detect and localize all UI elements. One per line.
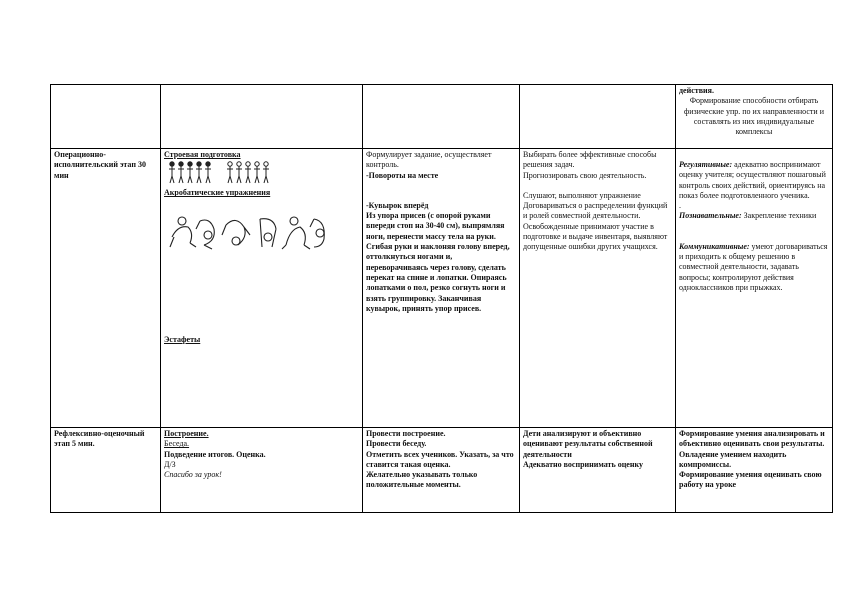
teacher-cell <box>363 85 520 149</box>
uud-line: Овладение умением находить компромиссы. <box>679 449 787 469</box>
uud-label: Регулятивные: <box>679 160 733 169</box>
teacher-line: Из упора присев (с опорой руками впереди стоп на 30-40 см), выпрямляя ноги, перенести массу тела на руки. Сгибая руки и наклоняя голову вперед, оттолкнуться ногами и, переворачиваясь через голову, сделать перекат на спине и лопатки. Опираясь лопатками о пол, резко согнуть ноги и взять группировку. Заканчивая кувырок, принять упор присев. <box>366 211 510 313</box>
content-cell <box>161 149 363 428</box>
content-cell <box>161 85 363 149</box>
uud-line: действия. <box>679 86 714 95</box>
teacher-line: Провести беседу. <box>366 439 427 449</box>
students-cell <box>520 85 676 149</box>
teacher-line: Желательно указывать только положительные моменты. <box>366 470 478 490</box>
forward-roll-sequence-figures-icon <box>164 207 334 253</box>
uud-dot: . <box>679 201 681 211</box>
table-row <box>51 85 833 149</box>
teacher-line: -Повороты на месте <box>366 170 439 180</box>
drill-heading: Строевая подготовка <box>164 150 241 159</box>
uud-regulative <box>679 160 829 201</box>
uud-cell <box>676 428 833 513</box>
students-line: Адекватно воспринимать оценку <box>523 459 643 469</box>
teacher-line: Провести построение. <box>366 429 446 438</box>
marching-formation-figures-icon <box>164 160 284 186</box>
uud-cell <box>676 85 833 149</box>
uud-cell <box>676 149 833 428</box>
students-cell <box>520 149 676 428</box>
stage-label: Рефлексивно-оценочный этап 5 мин. <box>54 429 145 449</box>
students-line: Дети анализируют и объективно оценивают результаты собственной деятельности <box>523 429 653 459</box>
uud-line: Формирование умения оценивать свою работу на уроке <box>679 470 822 490</box>
table-row <box>51 428 833 513</box>
lesson-plan-table <box>50 84 833 513</box>
uud-label: Коммуникативные: <box>679 241 750 251</box>
stage-label: Операционно-исполнительский этап 30 мин <box>54 150 146 180</box>
students-line: Договариваться о распределении функций и ролей совместной деятельности. <box>523 201 668 221</box>
stage-cell <box>51 85 161 149</box>
teacher-cell <box>363 149 520 428</box>
acro-heading: Акробатические упражнения <box>164 188 271 198</box>
students-line: Освобожденные принимают участие в подготовке и выдаче инвентаря, выявляют допущенные ошибки других учащихся. <box>523 221 668 252</box>
relay-heading: Эстафеты <box>164 334 201 344</box>
students-line: Прогнозировать свою деятельность. <box>523 170 647 180</box>
content-line: Д/З <box>164 459 176 469</box>
uud-line: Формирование умения анализировать и объективно оценивать свои результаты. <box>679 429 825 449</box>
table-row <box>51 149 833 428</box>
teacher-line: Формулирует задание, осуществляет контроль. <box>366 150 492 170</box>
uud-text: Закрепление техники <box>741 211 817 221</box>
teacher-line: Отметить всех учеников. Указать, за что ставится такая оценка. <box>366 449 514 469</box>
uud-line: Формирование способности отбирать физические упр. по их направленности и составлять из них индивидуальные комплексы <box>684 96 824 137</box>
stage-cell <box>51 428 161 513</box>
students-line: Слушают, выполняют упражнение <box>523 190 641 200</box>
uud-text: адекватно воспринимают оценку учителя; осуществляют пошаговый контроль своих действий, ориентируясь на показ более подготовленного ученика. <box>679 160 826 200</box>
students-line: Выбирать более эффективные способы решения задач. <box>523 150 657 170</box>
teacher-cell <box>363 428 520 513</box>
teacher-line: -Кувырок вперёд <box>366 200 429 210</box>
content-line: Подведение итогов. Оценка. <box>164 449 266 459</box>
content-line: Построение. <box>164 429 209 438</box>
content-cell <box>161 428 363 513</box>
uud-label: Познавательные: <box>679 211 742 221</box>
uud-communicative <box>679 242 829 293</box>
uud-text: умеют договариваться и приходить к общему решению в совместной деятельности, задавать вопросы; контролируют действия одноклассников при прыжках. <box>679 241 828 292</box>
content-line: Беседа. <box>164 439 190 449</box>
content-line: Спасибо за урок! <box>164 470 222 480</box>
students-cell <box>520 428 676 513</box>
uud-cognitive <box>679 211 829 221</box>
stage-cell <box>51 149 161 428</box>
